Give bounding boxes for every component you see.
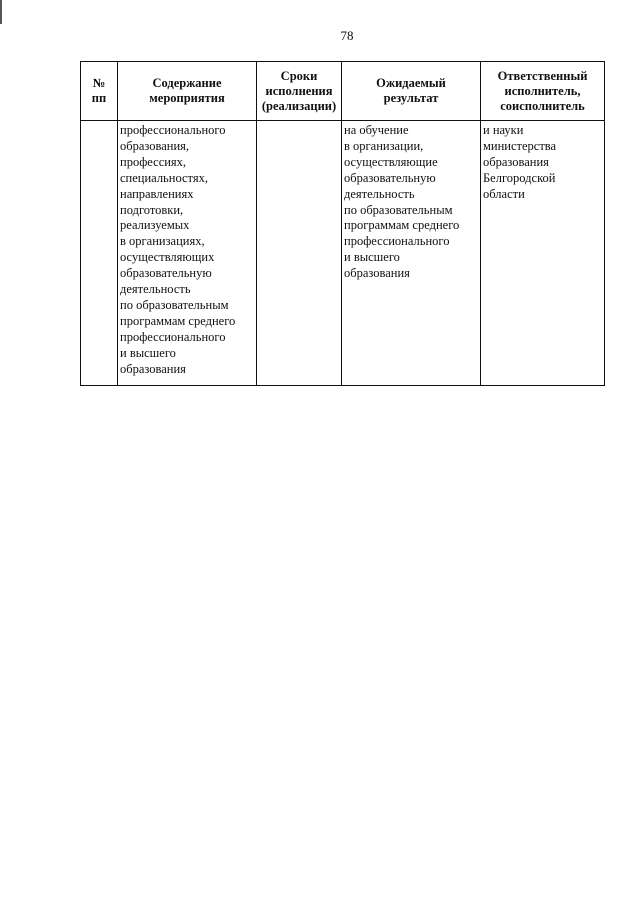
scan-edge-mark [0,0,2,24]
cell-deadline [257,121,342,386]
header-expected-result: Ожидаемый результат [342,62,481,121]
cell-number [81,121,118,386]
measures-table [80,61,605,386]
page-number: 78 [340,28,354,43]
header-responsible: Ответственный исполнитель, соисполнитель [481,62,605,121]
header-number: № пп [81,62,118,121]
cell-expected-result: на обучение в организации, осуществляющие образовательную деятельность по образовательным программам среднего профессионального и высшего образования [342,121,481,386]
header-content: Содержание мероприятия [118,62,257,121]
table-header-row [81,62,605,121]
cell-responsible: и науки министерства образования Белгородской области [481,121,605,386]
cell-content: профессионального образования, профессиях, специальностях, направлениях подготовки, реализуемых в организациях, осуществляющих образовательную деятельность по образовательным программам среднего профессионального и высшего образования [118,121,257,386]
header-deadline: Сроки исполнения (реализации) [257,62,342,121]
table-row [81,121,605,386]
